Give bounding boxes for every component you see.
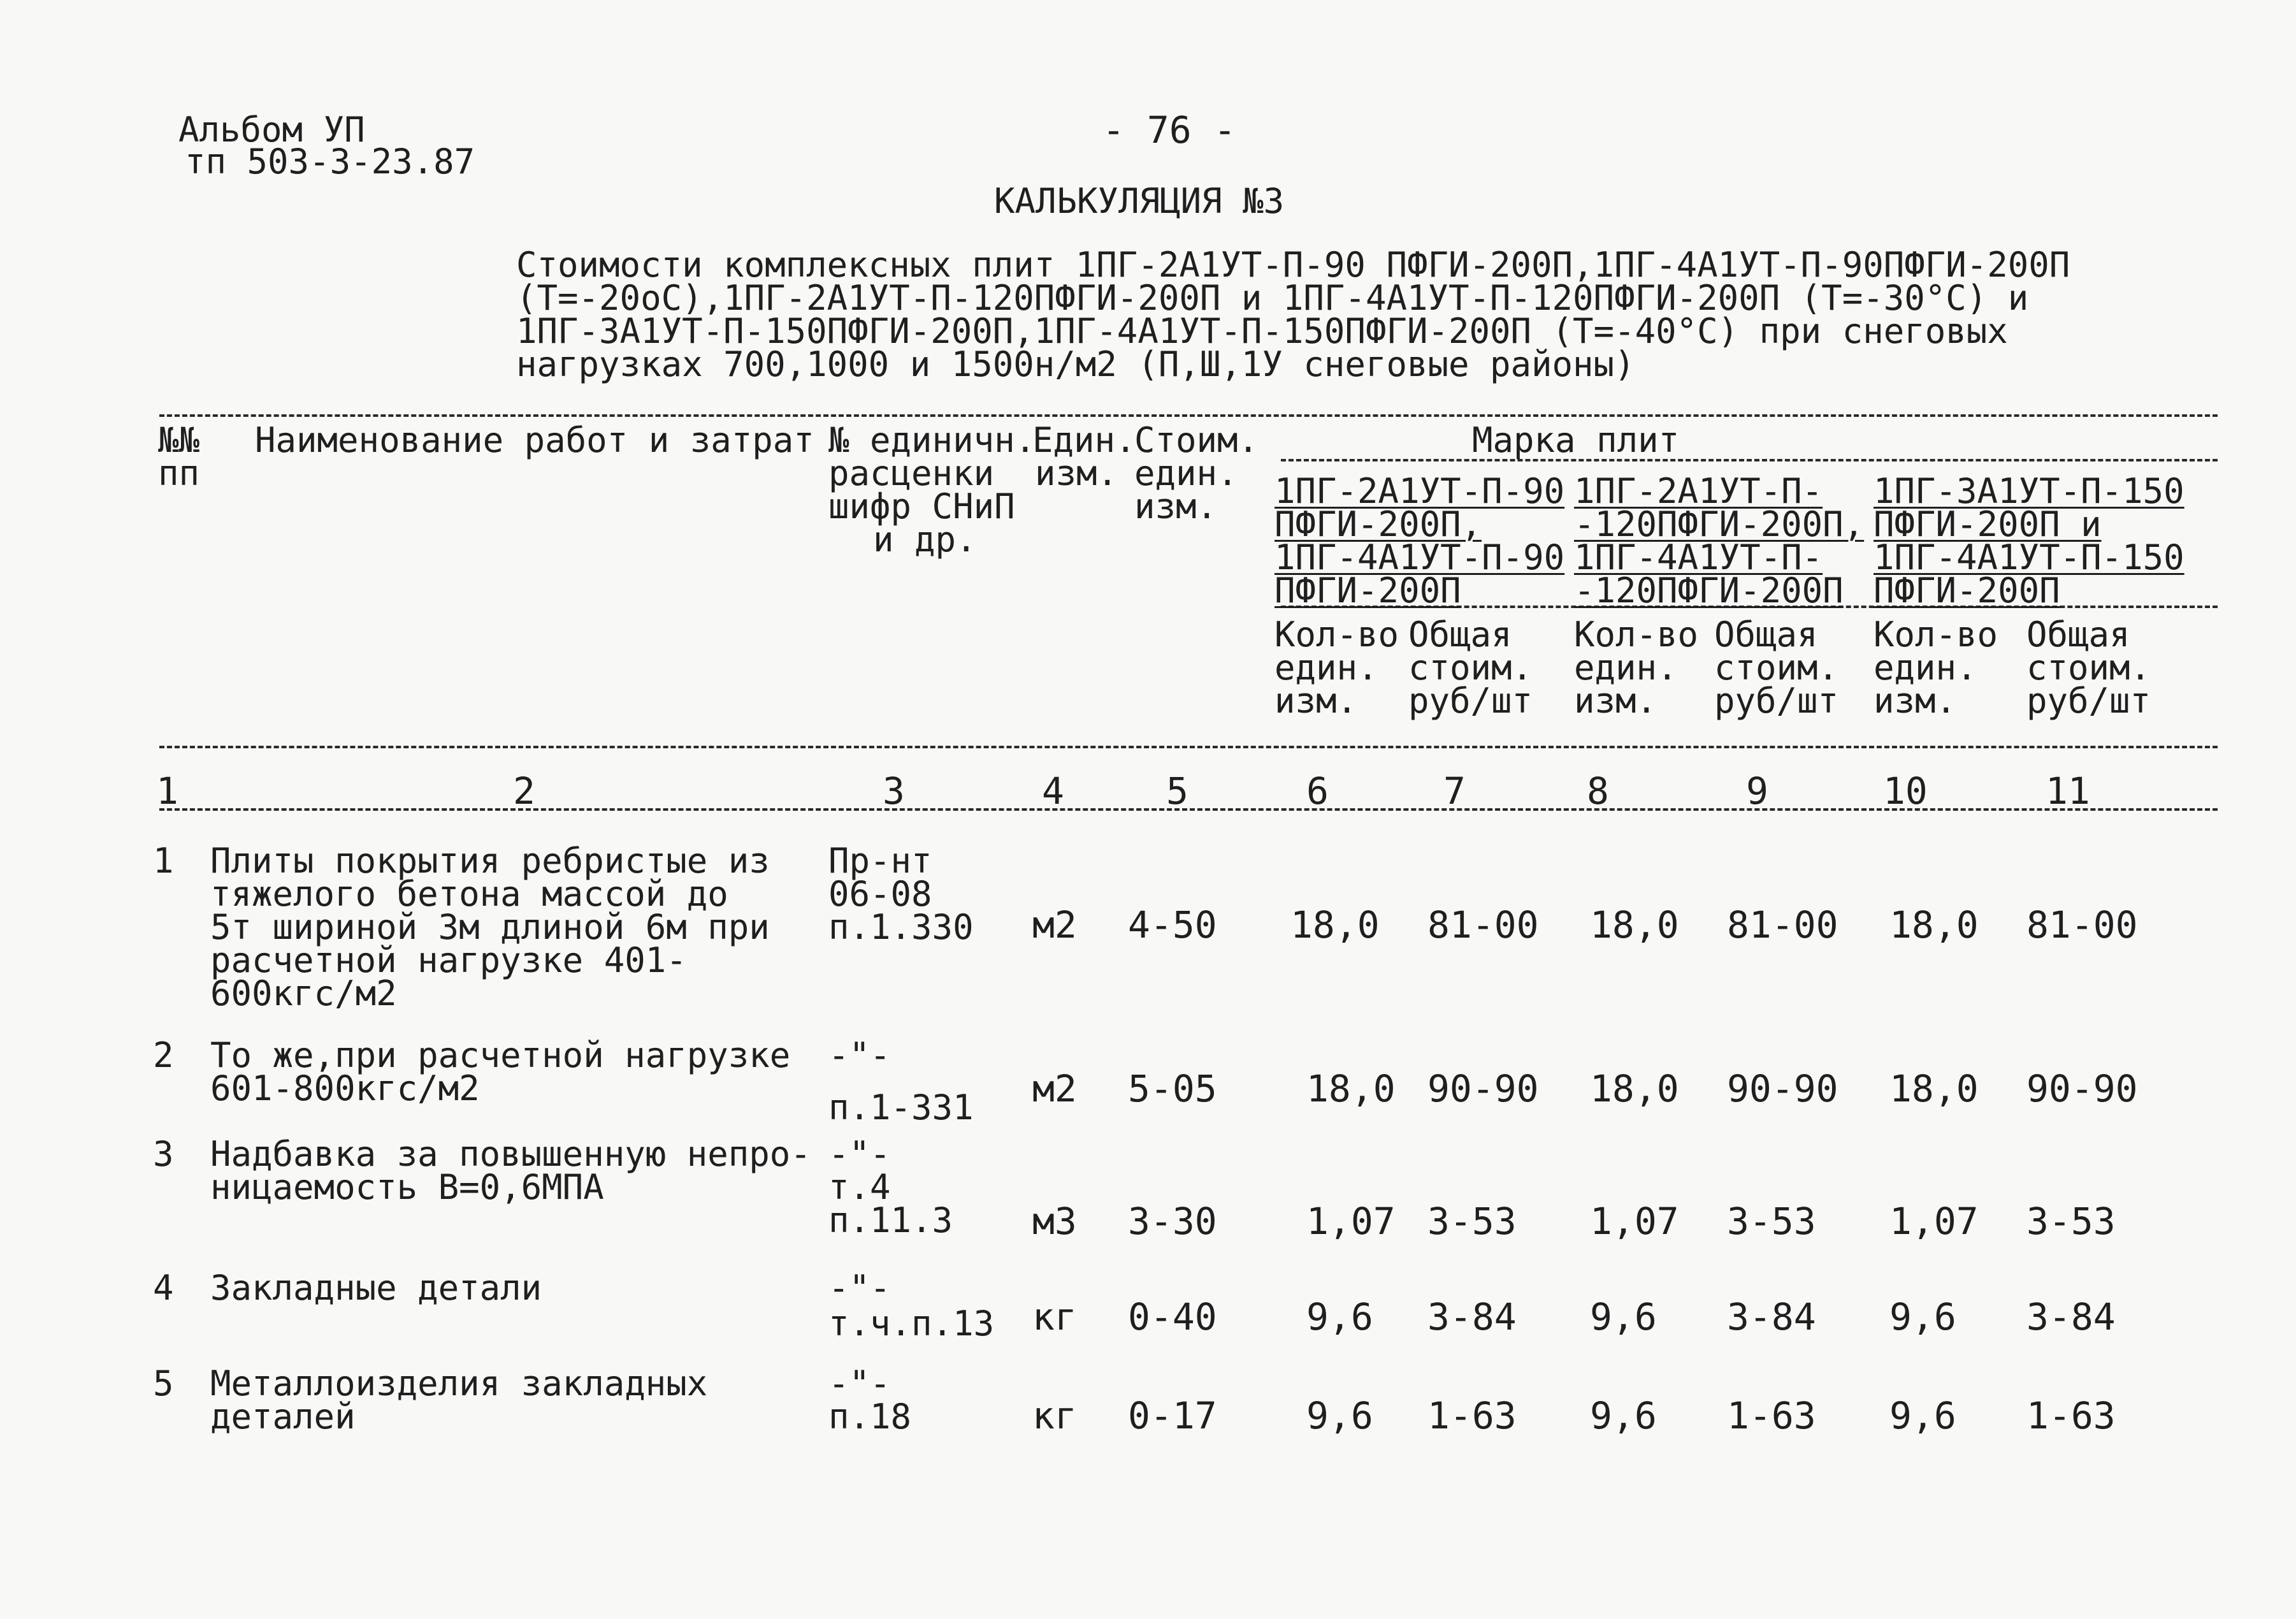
document-title: КАЛЬКУЛЯЦИЯ №3 <box>994 181 1285 221</box>
row-cost-a: 1-63 <box>1427 1394 1517 1437</box>
row-unit: м3 <box>1032 1200 1077 1243</box>
row-qty-b: 18,0 <box>1590 1067 1679 1110</box>
row-cost-a: 81-00 <box>1427 903 1539 947</box>
row-name: То же,при расчетной нагрузке 601-800кгс/м2 <box>210 1035 791 1108</box>
project-code: тп 503-3-23.87 <box>185 142 475 182</box>
row-qty-a: 9,6 <box>1306 1295 1373 1339</box>
column-number: 3 <box>883 769 905 813</box>
row-cost-b: 3-84 <box>1727 1295 1816 1339</box>
row-cost-a: 3-53 <box>1427 1200 1517 1243</box>
row-qty-c: 9,6 <box>1889 1394 1956 1437</box>
row-qty-b: 9,6 <box>1590 1295 1657 1339</box>
column-number: 11 <box>2046 769 2090 813</box>
header-qty-b: Кол-во един. изм. <box>1574 614 1699 721</box>
row-cost-b: 3-53 <box>1727 1200 1816 1243</box>
row-unit: м2 <box>1032 1067 1077 1110</box>
header-qty-c: Кол-во един. изм. <box>1874 614 1998 721</box>
header-cost-b: Общая стоим. руб/шт <box>1714 614 1839 721</box>
row-unit: кг <box>1032 1295 1077 1339</box>
row-qty-c: 18,0 <box>1889 903 1979 947</box>
header-mark-group: Марка плит <box>1472 420 1680 460</box>
row-unit-price: 5-05 <box>1128 1067 1217 1110</box>
row-qty-b: 18,0 <box>1590 903 1679 947</box>
row-cost-c: 3-53 <box>2026 1200 2116 1243</box>
column-number: 10 <box>1883 769 1928 813</box>
header-unit: Един. изм. <box>1032 420 1136 493</box>
column-number: 1 <box>156 769 178 813</box>
document-subtitle <box>516 245 2070 384</box>
row-cost-b: 1-63 <box>1727 1394 1816 1437</box>
page-number: - 76 - <box>1102 108 1236 152</box>
row-number: 4 <box>153 1268 174 1308</box>
row-code: -"- п.1-331 <box>828 1035 974 1128</box>
row-number: 2 <box>153 1035 174 1075</box>
subtitle-line: нагрузках 700,1000 и 1500н/м2 (П,Ш,1У снеговые районы) <box>516 344 1635 384</box>
row-cost-b: 81-00 <box>1727 903 1838 947</box>
row-unit: м2 <box>1032 903 1077 947</box>
row-code: -"- т.ч.п.13 <box>828 1268 995 1344</box>
row-code: -"- т.4 п.11.3 <box>828 1134 953 1240</box>
row-cost-c: 3-84 <box>2026 1295 2116 1339</box>
subtitle-line: (Т=-20оС),1ПГ-2А1УТ-П-120ПФГИ-200П и 1ПГ-4А1УТ-П-120ПФГИ-200П (Т=-30°С) и <box>516 278 2029 318</box>
header-unit-price: Стоим. един. изм. <box>1134 420 1259 526</box>
header-rate-code: № единичн. расценки шифр СНиП и др. <box>828 420 1036 560</box>
row-qty-c: 1,07 <box>1889 1200 1979 1243</box>
table-top-rule <box>159 414 2218 417</box>
album-label: Альбом УП <box>178 110 365 150</box>
row-qty-c: 9,6 <box>1889 1295 1956 1339</box>
mark-group-rule <box>1281 459 2218 461</box>
row-unit-price: 0-17 <box>1128 1394 1217 1437</box>
subtitle-line: 1ПГ-3А1УТ-П-150ПФГИ-200П,1ПГ-4А1УТ-П-150ПФГИ-200П (Т=-40°С) при снеговых <box>516 311 2008 351</box>
row-unit-price: 4-50 <box>1128 903 1217 947</box>
column-number: 5 <box>1166 769 1188 813</box>
column-number: 7 <box>1443 769 1466 813</box>
row-name: Закладные детали <box>210 1268 542 1308</box>
column-number: 2 <box>513 769 535 813</box>
row-name: Надбавка за повышенную непро- ницаемость В=0,6МПА <box>210 1134 811 1207</box>
row-code: Пр-нт 06-08 п.1.330 <box>828 841 974 947</box>
header-cost-c: Общая стоим. руб/шт <box>2026 614 2151 721</box>
row-qty-b: 9,6 <box>1590 1394 1657 1437</box>
header-work-name: Наименование работ и затрат <box>255 420 814 460</box>
header-mark-b: 1ПГ-2А1УТ-П- -120ПФГИ-200П, 1ПГ-4А1УТ-П- -120ПФГИ-200П <box>1574 471 1865 611</box>
column-number: 6 <box>1306 769 1329 813</box>
row-name: Металлоизделия закладных деталей <box>210 1363 708 1437</box>
row-number: 3 <box>153 1134 174 1174</box>
row-number: 5 <box>153 1363 174 1404</box>
header-qty-a: Кол-во един. изм. <box>1274 614 1399 721</box>
header-mark-c: 1ПГ-3А1УТ-П-150 ПФГИ-200П и 1ПГ-4А1УТ-П-150 ПФГИ-200П <box>1874 471 2184 611</box>
row-qty-c: 18,0 <box>1889 1067 1979 1110</box>
row-cost-b: 90-90 <box>1727 1067 1838 1110</box>
row-unit-price: 0-40 <box>1128 1295 1217 1339</box>
row-code: -"- п.18 <box>828 1363 912 1437</box>
row-unit-price: 3-30 <box>1128 1200 1217 1243</box>
subtitle-line: Стоимости комплексных плит 1ПГ-2А1УТ-П-90 ПФГИ-200П,1ПГ-4А1УТ-П-90ПФГИ-200П <box>516 245 2070 285</box>
column-number: 9 <box>1746 769 1768 813</box>
header-cost-a: Общая стоим. руб/шт <box>1408 614 1533 721</box>
row-number: 1 <box>153 841 174 881</box>
row-cost-a: 90-90 <box>1427 1067 1539 1110</box>
row-name: Плиты покрытия ребристые из тяжелого бетона массой до 5т шириной 3м длиной 6м при расчетной нагрузке 401- 600кгс/м2 <box>210 841 770 1013</box>
row-qty-a: 18,0 <box>1290 903 1380 947</box>
header-row-number: №№ пп <box>158 420 200 493</box>
row-qty-a: 1,07 <box>1306 1200 1396 1243</box>
row-qty-a: 18,0 <box>1306 1067 1396 1110</box>
row-qty-a: 9,6 <box>1306 1394 1373 1437</box>
row-qty-b: 1,07 <box>1590 1200 1679 1243</box>
row-cost-c: 90-90 <box>2026 1067 2138 1110</box>
row-cost-c: 81-00 <box>2026 903 2138 947</box>
header-bottom-rule <box>159 746 2218 748</box>
row-unit: кг <box>1032 1394 1077 1437</box>
header-mark-a: 1ПГ-2А1УТ-П-90 ПФГИ-200П, 1ПГ-4А1УТ-П-90 ПФГИ-200П <box>1274 471 1565 611</box>
row-cost-a: 3-84 <box>1427 1295 1517 1339</box>
column-number: 8 <box>1587 769 1609 813</box>
column-number: 4 <box>1042 769 1064 813</box>
row-cost-c: 1-63 <box>2026 1394 2116 1437</box>
